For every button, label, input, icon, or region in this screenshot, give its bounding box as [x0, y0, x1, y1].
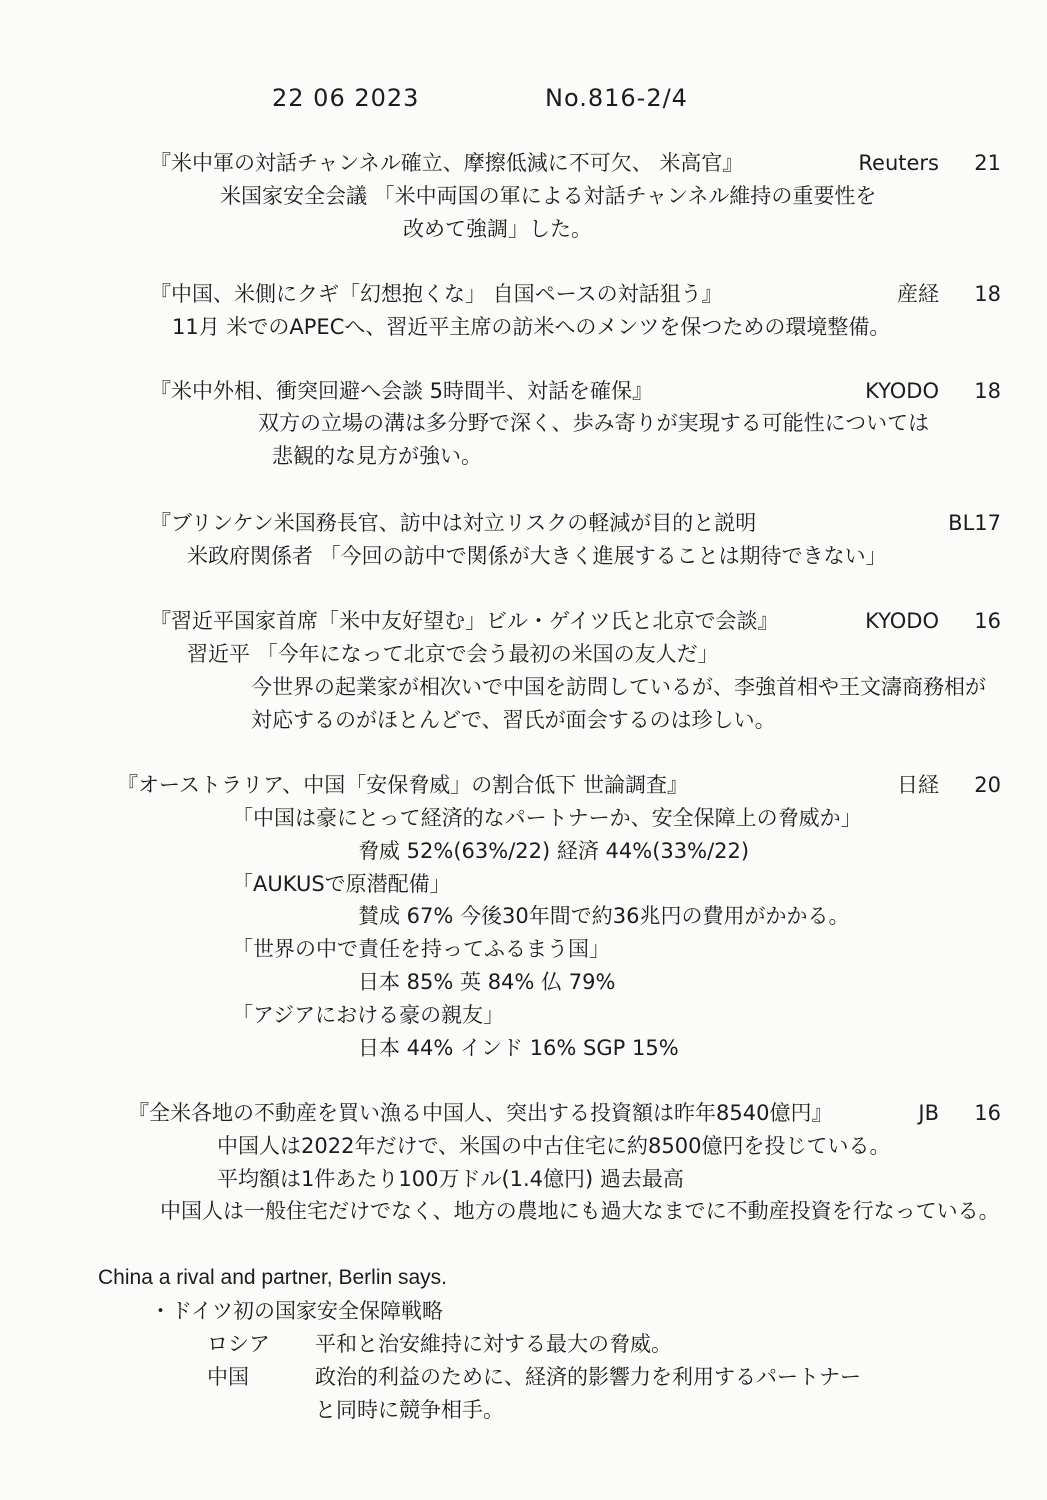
- article-3-line-1: 双方の立場の溝は多分野で深く、歩み寄りが実現する可能性については: [258, 411, 930, 435]
- article-4-line-1: 米政府関係者 「今回の訪中で関係が大きく進展することは期待できない」: [187, 544, 887, 568]
- article-6-date: 20: [974, 773, 1001, 797]
- item-text-china-2: と同時に競争相手。: [315, 1398, 504, 1422]
- article-6-line-6: 日本 85% 英 84% 仏 79%: [358, 970, 616, 994]
- article-6-title: 『オーストラリア、中国「安保脅威」の割合低下 世論調査』: [117, 773, 688, 797]
- item-text-russia: 平和と治安維持に対する最大の脅威。: [315, 1332, 672, 1356]
- article-6-line-3: 「AUKUSで原潜配備」: [232, 872, 451, 896]
- document-date: 22 06 2023: [272, 84, 420, 112]
- article-1-line-2: 改めて強調」した。: [403, 217, 592, 241]
- article-7-title: 『全米各地の不動産を買い漁る中国人、突出する投資額は昨年8540億円』: [128, 1101, 833, 1125]
- article-7-date: 16: [974, 1101, 1001, 1125]
- article-3-source: KYODO: [865, 379, 939, 403]
- bullet-item: ・ドイツ初の国家安全保障戦略: [150, 1299, 443, 1323]
- article-1-line-1: 米国家安全会議 「米中両国の軍による対話チャンネル維持の重要性を: [220, 184, 877, 208]
- article-3-title: 『米中外相、衝突回避へ会談 5時間半、対話を確保』: [150, 379, 654, 403]
- article-6-line-7: 「アジアにおける豪の親友」: [232, 1003, 505, 1027]
- article-6-line-4: 賛成 67% 今後30年間で約36兆円の費用がかかる。: [358, 904, 850, 928]
- article-5-source: KYODO: [865, 609, 939, 633]
- item-text-china: 政治的利益のために、経済的影響力を利用するパートナー: [315, 1365, 861, 1389]
- article-1-source: Reuters: [858, 151, 939, 175]
- article-3-line-2: 悲観的な見方が強い。: [272, 444, 482, 468]
- article-1-date: 21: [974, 151, 1001, 175]
- article-6-source: 日経: [897, 773, 939, 797]
- article-2-source: 産経: [897, 282, 939, 306]
- article-2-date: 18: [974, 282, 1001, 306]
- article-5-date: 16: [974, 609, 1001, 633]
- article-7-line-3: 中国人は一般住宅だけでなく、地方の農地にも過大なまでに不動産投資を行なっている。: [160, 1199, 1000, 1223]
- document-number: No.816-2/4: [545, 84, 688, 112]
- article-5-line-3: 対応するのがほとんどで、習氏が面会するのは珍しい。: [251, 708, 776, 732]
- article-7-source: JB: [918, 1101, 939, 1125]
- article-3-date: 18: [974, 379, 1001, 403]
- article-4-title: 『ブリンケン米国務長官、訪中は対立リスクの軽減が目的と説明: [150, 511, 757, 535]
- article-5-title: 『習近平国家首席「米中友好望む」ビル・ゲイツ氏と北京で会談』: [150, 609, 779, 633]
- article-6-line-5: 「世界の中で責任を持ってふるまう国」: [232, 937, 610, 961]
- article-5-line-2: 今世界の起業家が相次いで中国を訪問しているが、李強首相や王文濤商務相が: [251, 675, 986, 699]
- article-5-line-1: 習近平 「今年になって北京で会う最初の米国の友人だ」: [187, 642, 719, 666]
- item-label-russia: ロシア: [207, 1332, 270, 1356]
- article-1-title: 『米中軍の対話チャンネル確立、摩擦低減に不可欠、 米高官』: [150, 151, 744, 175]
- article-7-line-2: 平均額は1件あたり100万ドル(1.4億円) 過去最高: [217, 1167, 684, 1191]
- article-7-line-1: 中国人は2022年だけで、米国の中古住宅に約8500億円を投じている。: [217, 1134, 891, 1158]
- english-heading: China a rival and partner, Berlin says.: [98, 1266, 448, 1289]
- article-4-source: BL17: [948, 511, 1001, 535]
- article-2-title: 『中国、米側にクギ「幻想抱くな」 自国ペースの対話狙う』: [150, 282, 723, 306]
- item-label-china: 中国: [207, 1365, 249, 1389]
- article-2-line-1: 11月 米でのAPECへ、習近平主席の訪米へのメンツを保つための環境整備。: [172, 315, 891, 339]
- article-6-line-2: 脅威 52%(63%/22) 経済 44%(33%/22): [358, 839, 750, 863]
- article-6-line-1: 「中国は豪にとって経済的なパートナーか、安全保障上の脅威か」: [232, 806, 862, 830]
- article-6-line-8: 日本 44% インド 16% SGP 15%: [358, 1036, 679, 1060]
